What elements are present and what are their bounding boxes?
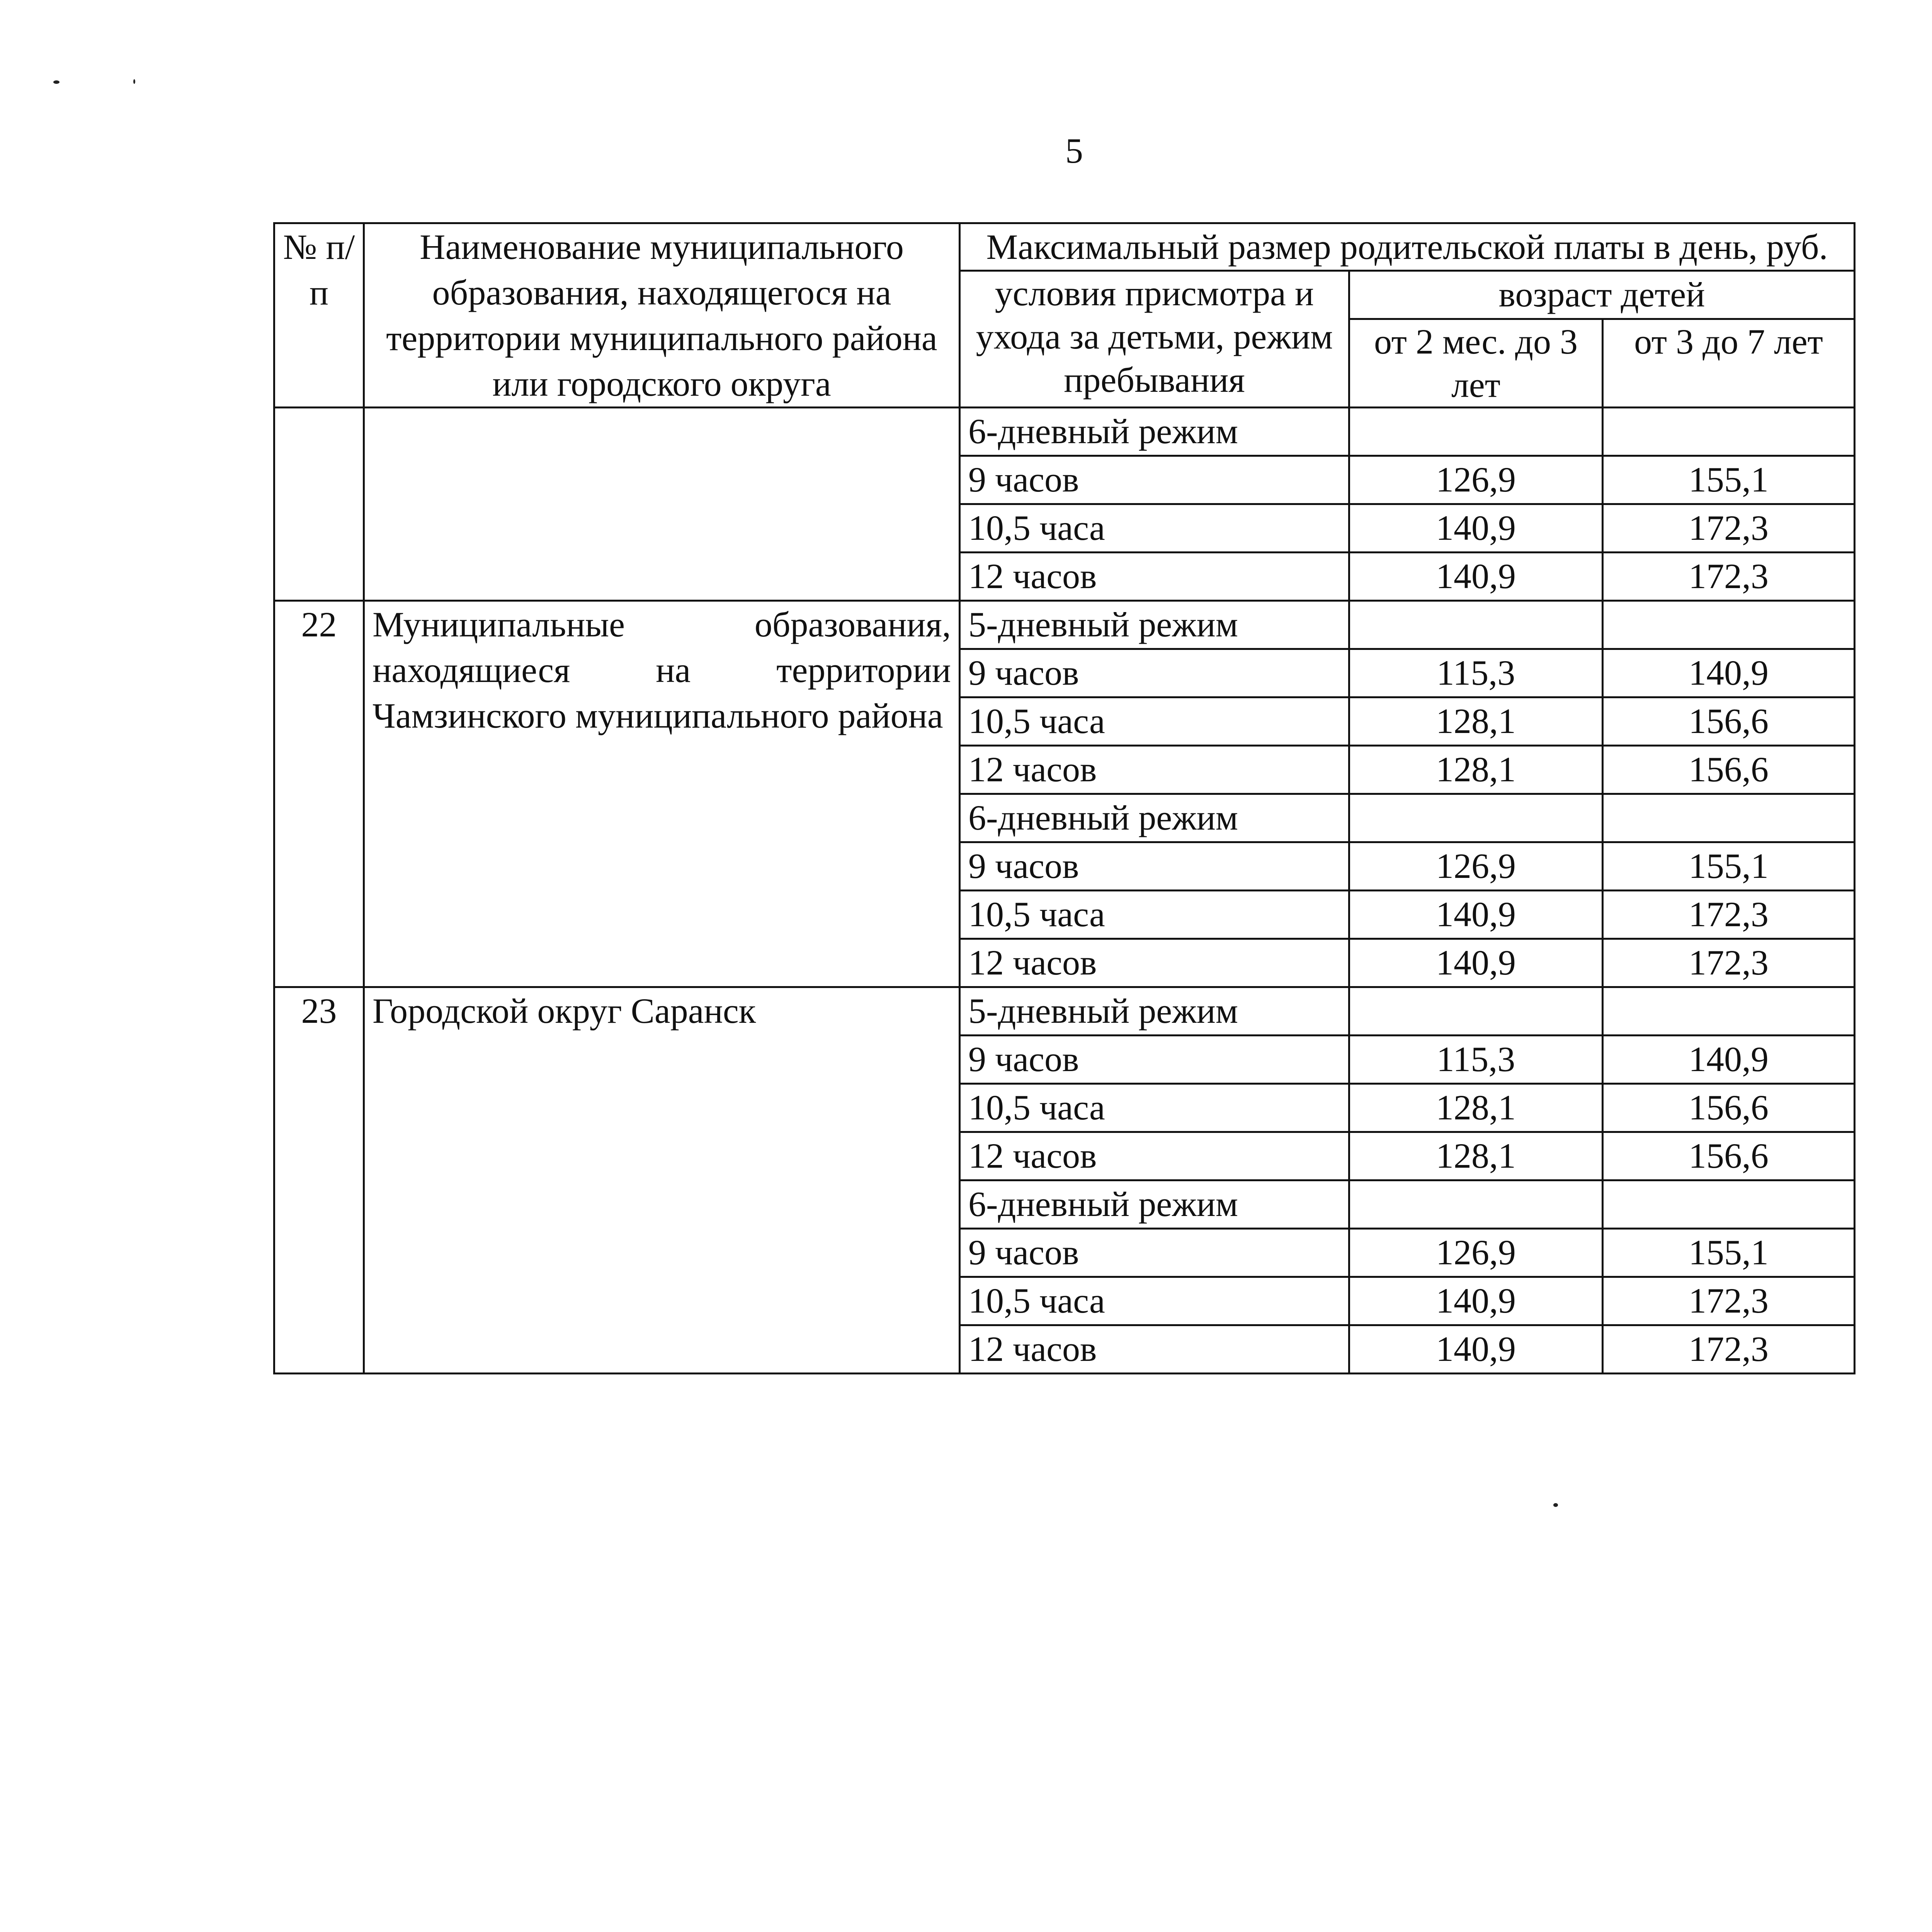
fee-age-2m-3y: 140,9 [1349,1277,1603,1325]
stay-condition: 9 часов [960,456,1349,504]
parental-fee-table [273,222,1855,1374]
header-children-age: возраст детей [1349,271,1855,319]
fee-age-2m-3y: 128,1 [1349,1084,1603,1132]
fee-age-2m-3y: 126,9 [1349,842,1603,891]
fee-age-3y-7y [1603,601,1855,649]
fee-age-3y-7y: 155,1 [1603,1229,1855,1277]
fee-age-3y-7y: 172,3 [1603,1325,1855,1374]
fee-age-3y-7y: 140,9 [1603,649,1855,697]
fee-age-2m-3y: 126,9 [1349,456,1603,504]
fee-age-2m-3y: 128,1 [1349,1132,1603,1180]
scan-speck [53,80,60,84]
fee-age-3y-7y: 156,6 [1603,697,1855,746]
fee-age-2m-3y [1349,987,1603,1036]
header-number: № п/п [274,223,364,408]
fee-age-2m-3y: 140,9 [1349,1325,1603,1374]
stay-condition: 12 часов [960,746,1349,794]
fee-age-3y-7y: 172,3 [1603,891,1855,939]
stay-condition: 5-дневный режим [960,601,1349,649]
fee-age-2m-3y [1349,1180,1603,1229]
fee-age-2m-3y: 128,1 [1349,697,1603,746]
fee-age-2m-3y [1349,408,1603,456]
stay-condition: 10,5 часа [960,1084,1349,1132]
stay-condition: 9 часов [960,842,1349,891]
fee-age-2m-3y: 128,1 [1349,746,1603,794]
page-number: 5 [1065,131,1083,170]
fee-age-3y-7y: 172,3 [1603,504,1855,553]
fee-age-3y-7y [1603,408,1855,456]
municipality-name: Городской округ Саранск [364,987,960,1374]
stay-condition: 9 часов [960,1229,1349,1277]
stay-condition: 12 часов [960,939,1349,987]
stay-condition: 9 часов [960,649,1349,697]
scan-speck [1553,1503,1558,1507]
header-age-2m-3y: от 2 мес. до 3 лет [1349,319,1603,408]
table-row [274,408,1855,456]
fee-age-3y-7y: 172,3 [1603,939,1855,987]
stay-condition: 10,5 часа [960,1277,1349,1325]
stay-condition: 12 часов [960,1325,1349,1374]
row-number [274,408,364,601]
fee-age-2m-3y: 126,9 [1349,1229,1603,1277]
fee-age-3y-7y: 155,1 [1603,456,1855,504]
stay-condition: 9 часов [960,1036,1349,1084]
fee-age-3y-7y: 156,6 [1603,1132,1855,1180]
fee-age-2m-3y: 115,3 [1349,649,1603,697]
stay-condition: 10,5 часа [960,891,1349,939]
fee-age-2m-3y: 140,9 [1349,553,1603,601]
stay-condition: 10,5 часа [960,697,1349,746]
municipality-name [364,408,960,601]
fee-age-2m-3y: 140,9 [1349,939,1603,987]
header-conditions: условия присмотра и ухода за детьми, режим пребывания [960,271,1349,408]
fee-age-2m-3y [1349,794,1603,842]
table-row [274,987,1855,1036]
fee-age-3y-7y [1603,987,1855,1036]
stay-condition: 12 часов [960,553,1349,601]
table-header [274,223,1855,408]
stay-condition: 5-дневный режим [960,987,1349,1036]
row-number: 23 [274,987,364,1374]
fee-age-2m-3y: 140,9 [1349,891,1603,939]
fee-age-3y-7y: 156,6 [1603,746,1855,794]
stay-condition: 6-дневный режим [960,408,1349,456]
fee-age-3y-7y: 156,6 [1603,1084,1855,1132]
stay-condition: 12 часов [960,1132,1349,1180]
table-body [274,408,1855,1374]
header-max-fee: Максимальный размер родительской платы в день, руб. [960,223,1855,271]
fee-age-3y-7y [1603,794,1855,842]
fee-age-3y-7y [1603,1180,1855,1229]
header-age-3y-7y: от 3 до 7 лет [1603,319,1855,408]
table-row [274,601,1855,649]
fee-age-2m-3y [1349,601,1603,649]
fee-age-3y-7y: 172,3 [1603,1277,1855,1325]
fee-age-3y-7y: 140,9 [1603,1036,1855,1084]
municipality-name: Муниципальные образования, находящиеся на территории Чамзинского муниципального района [364,601,960,987]
header-municipality-name: Наименование муниципального образования, находящегося на территории муниципального района или городского округа [364,223,960,408]
stay-condition: 10,5 часа [960,504,1349,553]
fee-age-3y-7y: 155,1 [1603,842,1855,891]
stay-condition: 6-дневный режим [960,1180,1349,1229]
fee-age-2m-3y: 115,3 [1349,1036,1603,1084]
fee-age-2m-3y: 140,9 [1349,504,1603,553]
fee-age-3y-7y: 172,3 [1603,553,1855,601]
row-number: 22 [274,601,364,987]
scan-speck [133,79,135,84]
stay-condition: 6-дневный режим [960,794,1349,842]
